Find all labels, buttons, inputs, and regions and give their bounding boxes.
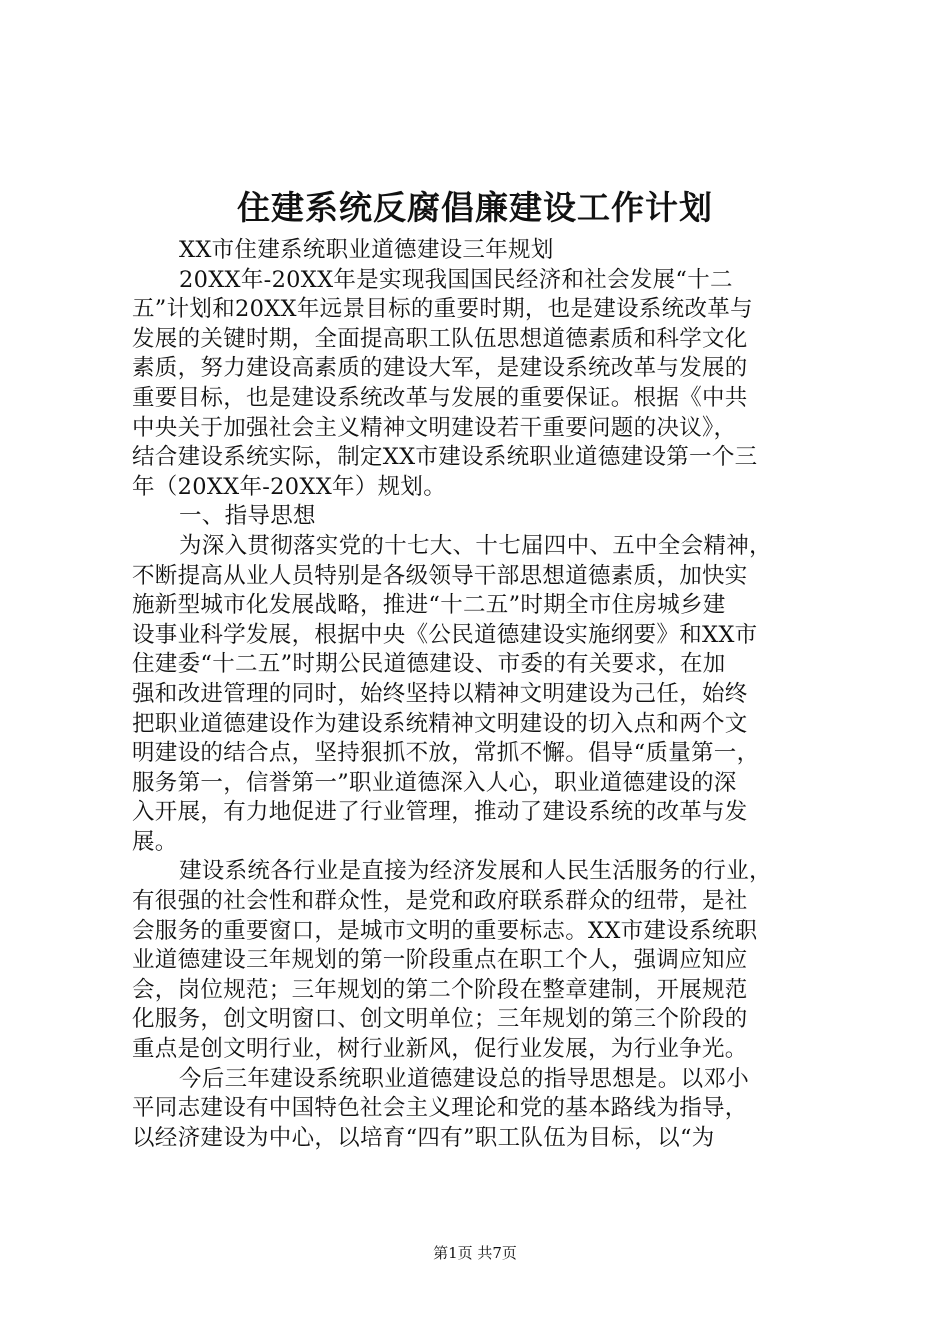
text-line: 素质，努力建设高素质的建设大军，是建设系统改革与发展的 <box>132 355 748 382</box>
text-line: 重要目标，也是建设系统改革与发展的重要保证。根据《中共 <box>132 384 748 411</box>
text-line: 展。 <box>132 828 178 855</box>
text-line: 业道德建设三年规划的第一阶段重点在职工个人，强调应知应 <box>132 947 748 974</box>
text-line: 发展的关键时期，全面提高职工队伍思想道德素质和科学文化 <box>132 325 748 352</box>
text-line: XX市住建系统职业道德建设三年规划 <box>179 237 554 263</box>
text-line: 明建设的结合点，坚持狠抓不放，常抓不懈。倡导“质量第一， <box>132 740 760 767</box>
text-line: 结合建设系统实际，制定XX市建设系统职业道德建设第一个三 <box>132 444 758 471</box>
text-line: 中央关于加强社会主义精神文明建设若干重要问题的决议》， <box>132 414 737 441</box>
text-line: 服务第一，信誉第一”职业道德深入人心，职业道德建设的深 <box>132 769 737 796</box>
text-line: 平同志建设有中国特色社会主义理论和党的基本路线为指导， <box>132 1095 748 1122</box>
text-line: 有很强的社会性和群众性，是党和政府联系群众的纽带，是社 <box>132 888 748 915</box>
text-line: 不断提高从业人员特别是各级领导干部思想道德素质，加快实 <box>132 562 748 589</box>
text-line: 把职业道德建设作为建设系统精神文明建设的切入点和两个文 <box>132 710 748 737</box>
text-line: 强和改进管理的同时，始终坚持以精神文明建设为己任，始终 <box>132 680 748 707</box>
text-line: 住建委“十二五”时期公民道德建设、市委的有关要求，在加 <box>132 651 726 678</box>
text-line: 年（20XX年-20XX年）规划。 <box>132 473 447 500</box>
text-line: 会，岗位规范；三年规划的第二个阶段在整章建制，开展规范 <box>132 976 748 1003</box>
text-line: 为深入贯彻落实党的十七大、十七届四中、五中全会精神， <box>179 532 772 559</box>
text-line: 设事业科学发展，根据中央《公民道德建设实施纲要》和XX市 <box>132 621 758 648</box>
text-line: 以经济建设为中心，以培育“四有”职工队伍为目标，以“为 <box>132 1124 715 1151</box>
document-body <box>132 236 832 1153</box>
text-line: 五”计划和20XX年远景目标的重要时期，也是建设系统改革与 <box>132 296 753 323</box>
text-line: 今后三年建设系统职业道德建设总的指导思想是。以邓小 <box>179 1065 750 1092</box>
text-line: 20XX年-20XX年是实现我国国民经济和社会发展“十二 <box>179 266 733 293</box>
text-line: 一、指导思想 <box>179 503 316 530</box>
text-line: 化服务，创文明窗口、创文明单位；三年规划的第三个阶段的 <box>132 1006 748 1033</box>
document-title: 住建系统反腐倡廉建设工作计划 <box>237 188 713 227</box>
text-line: 施新型城市化发展战略，推进“十二五”时期全市住房城乡建 <box>132 592 726 619</box>
text-line: 会服务的重要窗口，是城市文明的重要标志。XX市建设系统职 <box>132 917 758 944</box>
text-line: 建设系统各行业是直接为经济发展和人民生活服务的行业， <box>179 858 772 885</box>
text-line: 入开展，有力地促进了行业管理，推动了建设系统的改革与发 <box>132 799 748 826</box>
page-footer: 第1页 共7页 <box>433 1244 517 1262</box>
text-line: 重点是创文明行业，树行业新风，促行业发展，为行业争光。 <box>132 1036 748 1063</box>
